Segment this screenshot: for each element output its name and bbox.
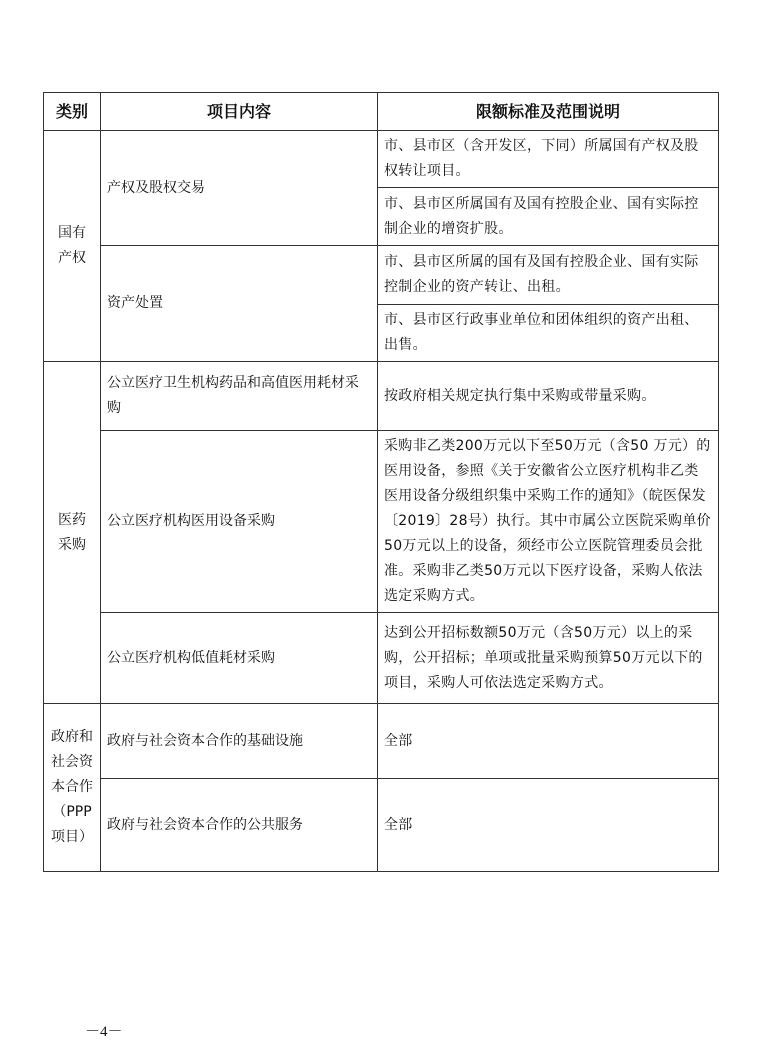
description-cell: 达到公开招标数额50万元（含50万元）以上的采购，公开招标；单项或批量采购预算50万元以下的项目，采购人可依法选定采购方式。 <box>378 613 719 704</box>
table-row <box>44 704 719 779</box>
category-cell: 国有产权 <box>44 131 101 362</box>
item-cell: 资产处置 <box>101 246 378 362</box>
description-cell: 市、县市区所属的国有及国有控股企业、国有实际控制企业的资产转让、出租。 <box>378 246 719 305</box>
description-cell: 采购非乙类200万元以下至50万元（含50 万元）的医用设备，参照《关于安徽省公立医疗机构非乙类医用设备分级组织集中采购工作的通知》（皖医保发〔2019〕28号）执行。其中市属公立医院采购单价50万元以上的设备，须经市公立医院管理委员会批准。采购非乙类50万元以下医疗设备，采购人依法选定采购方式。 <box>378 431 719 613</box>
table-row <box>44 362 719 431</box>
table-row <box>44 779 719 872</box>
item-cell: 公立医疗机构医用设备采购 <box>101 431 378 613</box>
limit-standards-table <box>43 92 719 872</box>
description-cell: 市、县市区所属国有及国有控股企业、国有实际控制企业的增资扩股。 <box>378 188 719 246</box>
description-cell: 全部 <box>378 704 719 779</box>
table-row <box>44 613 719 704</box>
item-cell: 政府与社会资本合作的基础设施 <box>101 704 378 779</box>
page-number: －4－ <box>85 1024 123 1040</box>
header-description: 限额标准及范围说明 <box>378 93 719 131</box>
item-cell: 公立医疗机构低值耗材采购 <box>101 613 378 704</box>
category-cell: 医药采购 <box>44 362 101 704</box>
table-row <box>44 431 719 613</box>
table-header-row <box>44 93 719 131</box>
item-cell: 公立医疗卫生机构药品和高值医用耗材采购 <box>101 362 378 431</box>
header-item: 项目内容 <box>101 93 378 131</box>
description-cell: 按政府相关规定执行集中采购或带量采购。 <box>378 362 719 431</box>
item-cell: 政府与社会资本合作的公共服务 <box>101 779 378 872</box>
description-cell: 市、县市区行政事业单位和团体组织的资产出租、出售。 <box>378 305 719 362</box>
table-row <box>44 131 719 188</box>
item-cell: 产权及股权交易 <box>101 131 378 246</box>
header-category: 类别 <box>44 93 101 131</box>
description-cell: 全部 <box>378 779 719 872</box>
table-row <box>44 246 719 305</box>
description-cell: 市、县市区（含开发区，下同）所属国有产权及股权转让项目。 <box>378 131 719 188</box>
category-cell: 政府和社会资本合作（PPP项目） <box>44 704 101 872</box>
